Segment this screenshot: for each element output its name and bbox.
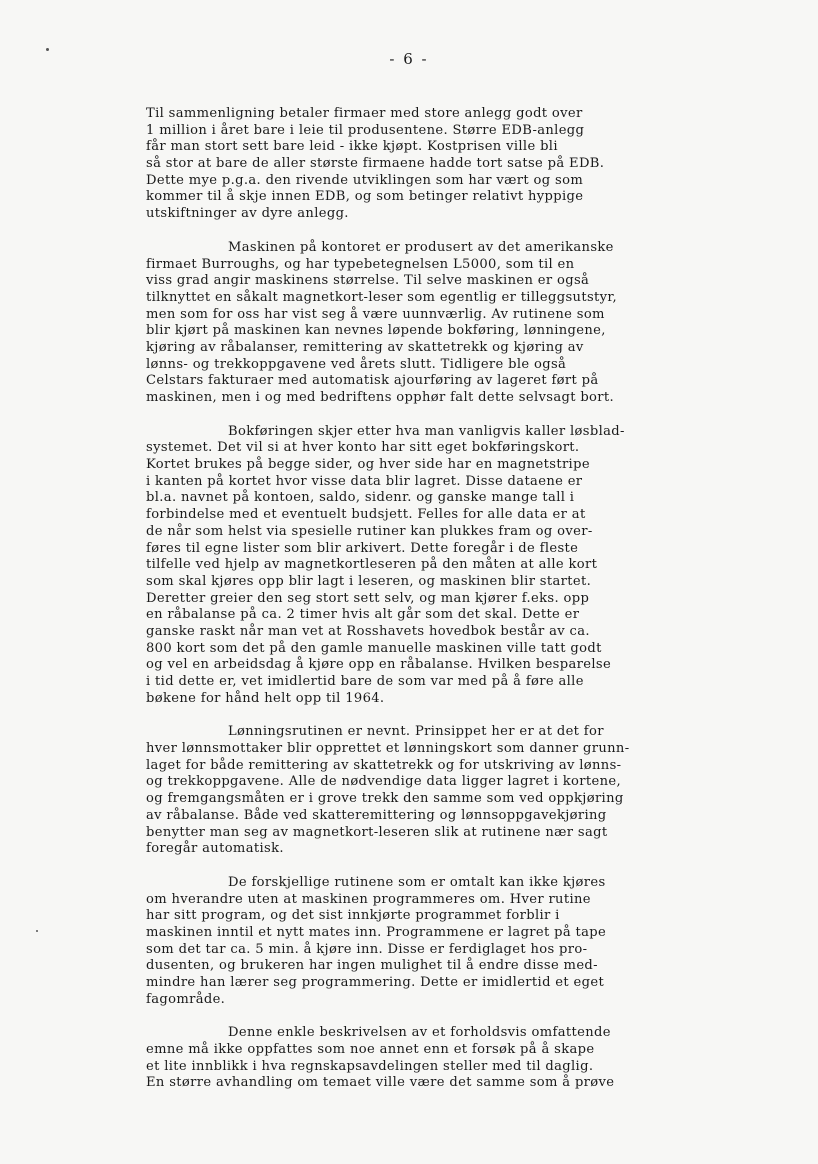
text-line: utskiftninger av dyre anlegg.	[146, 206, 349, 222]
text-line: firmaet Burroughs, og har typebetegnelsen L5000, som til en	[146, 256, 575, 272]
text-line: Maskinen på kontoret er produsert av det amerikanske	[228, 239, 614, 255]
text-line: viss grad angir maskinens størrelse. Til selve maskinen er også	[146, 273, 590, 289]
text-line: kommer til å skje innen EDB, og som betinger relativt hyppige	[146, 189, 584, 205]
text-line: En større avhandling om temaet ville være det samme som å prøve	[146, 1075, 615, 1091]
text-line: bøkene for hånd helt opp til 1964.	[146, 690, 385, 706]
paragraph	[146, 724, 726, 858]
paragraph	[146, 875, 726, 1009]
text-line: Kortet brukes på begge sider, og hver side har en magnetstripe	[146, 457, 590, 473]
text-line: kjøring av råbalanser, remittering av skattetrekk og kjøring av	[146, 339, 584, 355]
document-body	[146, 106, 726, 1109]
text-line: maskinen inntil et nytt mates inn. Programmene er lagret på tape	[146, 924, 607, 940]
text-line: Bokføringen skjer etter hva man vanligvis kaller løsblad-	[228, 423, 625, 439]
text-line: Celstars fakturaer med automatisk ajourføring av lageret ført på	[146, 373, 599, 389]
paragraph	[146, 240, 726, 407]
text-line: foregår automatisk.	[146, 841, 284, 857]
text-line: og trekkoppgavene. Alle de nødvendige data ligger lagret i kortene,	[146, 774, 621, 790]
text-line: mindre han lærer seg programmering. Dette er imidlertid et eget	[146, 975, 605, 990]
text-line: tilfelle ved hjelp av magnetkortleseren på den måten at alle kort	[146, 557, 598, 573]
text-line: som det tar ca. 5 min. å kjøre inn. Disse er ferdiglaget hos pro-	[146, 941, 588, 957]
text-line: tilknyttet en såkalt magnetkort-leser som egentlig er tilleggsutstyr,	[146, 289, 618, 305]
text-line: laget for både remittering av skattetrekk og for utskriving av lønns-	[146, 757, 622, 773]
text-line: føres til egne lister som blir arkivert. Dette foregår i de fleste	[146, 540, 579, 556]
paragraph	[146, 1025, 726, 1092]
text-line: så stor at bare de aller største firmaene hadde tort satse på EDB.	[146, 156, 605, 172]
text-line: har sitt program, og det sist innkjørte programmet forblir i	[146, 908, 560, 924]
text-line: Lønningsrutinen er nevnt. Prinsippet her er at det for	[228, 724, 604, 740]
paragraph	[146, 106, 726, 223]
text-line: av råbalanse. Både ved skatteremittering og lønnsoppgavekjøring	[146, 807, 607, 823]
page-number: - 6 -	[389, 50, 429, 68]
text-line: emne må ikke oppfattes som noe annet enn et forsøk på å skape	[146, 1042, 595, 1058]
text-line: om hverandre uten at maskinen programmeres om. Hver rutine	[146, 891, 591, 907]
text-line: de når som helst via spesielle rutiner kan plukkes fram og over-	[146, 523, 593, 539]
text-line: Deretter greier den seg stort sett selv, og man kjører f.eks. opp	[146, 590, 590, 606]
text-line: men som for oss har vist seg å være uunnværlig. Av rutinene som	[146, 306, 605, 322]
text-line: et lite innblikk i hva regnskapsavdelingen steller med til daglig.	[146, 1058, 594, 1074]
text-line: maskinen, men i og med bedriftens opphør falt dette selvsagt bort.	[146, 390, 615, 405]
text-line: bl.a. navnet på kontoen, saldo, sidenr. og ganske mange tall i	[146, 490, 575, 506]
text-line: og vel en arbeidsdag å kjøre opp en råbalanse. Hvilken besparelse	[146, 657, 612, 673]
text-line: som skal kjøres opp blir lagt i leseren, og maskinen blir startet.	[146, 573, 592, 589]
text-line: i kanten på kortet hvor visse data blir lagret. Disse dataene er	[146, 473, 583, 489]
text-line: blir kjørt på maskinen kan nevnes løpende bokføring, lønningene,	[146, 323, 606, 339]
paragraph	[146, 424, 726, 708]
text-line: dusenten, og brukeren har ingen mulighet til å endre disse med-	[146, 958, 598, 974]
text-line: ganske raskt når man vet at Rosshavets hovedbok består av ca.	[146, 623, 590, 639]
text-line: i tid dette er, vet imidlertid bare de som var med på å føre alle	[146, 674, 584, 689]
text-line: De forskjellige rutinene som er omtalt kan ikke kjøres	[228, 874, 606, 890]
text-line: får man stort sett bare leid - ikke kjøpt. Kostprisen ville bli	[146, 139, 558, 155]
text-line: Til sammenligning betaler firmaer med store anlegg godt over	[146, 106, 583, 121]
text-line: Denne enkle beskrivelsen av et forholdsvis omfattende	[228, 1025, 611, 1041]
text-line: fagområde.	[146, 991, 226, 1007]
text-line: Dette mye p.g.a. den rivende utviklingen som har vært og som	[146, 172, 584, 188]
text-line: en råbalanse på ca. 2 timer hvis alt går som det skal. Dette er	[146, 607, 580, 623]
text-line: forbindelse med et eventuelt budsjett. Felles for alle data er at	[146, 507, 586, 523]
text-line: benytter man seg av magnetkort-leseren slik at rutinene nær sagt	[146, 824, 608, 840]
text-line: 1 million i året bare i leie til produsentene. Større EDB-anlegg	[146, 122, 585, 138]
text-line: 800 kort som det på den gamle manuelle maskinen ville tatt godt	[146, 640, 602, 656]
text-line: lønns- og trekkoppgavene ved årets slutt. Tidligere ble også	[146, 356, 567, 372]
text-line: systemet. Det vil si at hver konto har sitt eget bokføringskort.	[146, 440, 580, 456]
text-line: hver lønnsmottaker blir opprettet et lønningskort som danner grunn-	[146, 741, 630, 757]
scan-speck	[46, 48, 49, 51]
scan-speck	[36, 930, 38, 932]
text-line: og fremgangsmåten er i grove trekk den samme som ved oppkjøring	[146, 791, 624, 807]
